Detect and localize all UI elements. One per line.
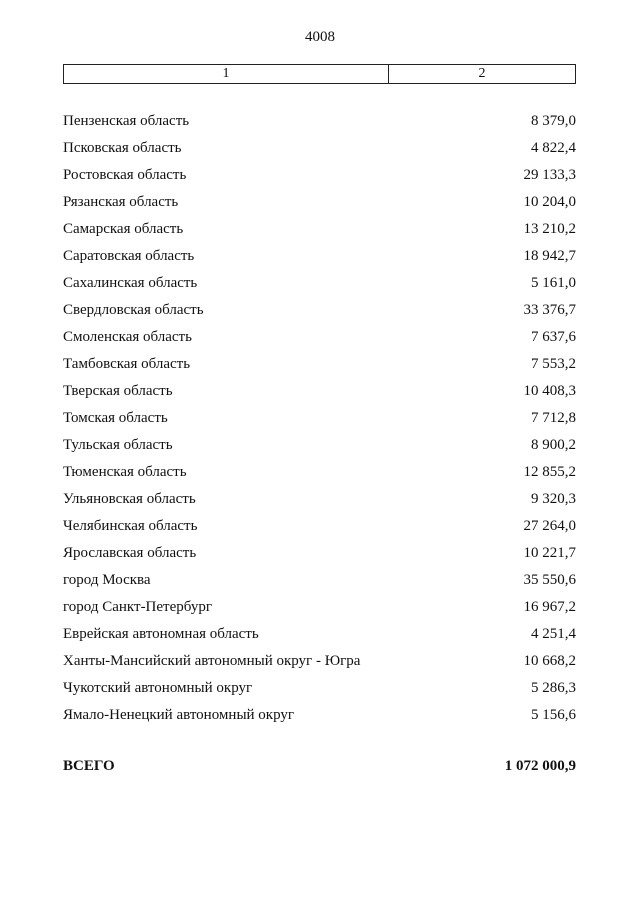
region-name: Томская область — [63, 410, 168, 426]
column-header-table — [63, 64, 576, 84]
table-row — [63, 351, 576, 378]
table-row — [63, 324, 576, 351]
region-name: Ярославская область — [63, 545, 197, 561]
table-row — [63, 297, 576, 324]
region-name: Саратовская область — [63, 248, 195, 264]
region-name: город Санкт-Петербург — [63, 599, 212, 615]
table-row — [63, 378, 576, 405]
region-name: город Москва — [63, 572, 151, 588]
region-name: Сахалинская область — [63, 275, 198, 291]
total-row — [63, 758, 576, 775]
table-row — [63, 270, 576, 297]
region-value: 5 161,0 — [531, 275, 576, 291]
region-name: Рязанская область — [63, 194, 179, 210]
region-value: 8 900,2 — [531, 437, 576, 453]
region-value: 16 967,2 — [523, 599, 576, 615]
table-row — [63, 702, 576, 729]
table-row — [63, 486, 576, 513]
region-name: Псковская область — [63, 140, 182, 156]
region-value: 7 637,6 — [531, 329, 576, 345]
region-value: 10 204,0 — [523, 194, 576, 210]
table-row — [63, 243, 576, 270]
region-value: 35 550,6 — [523, 572, 576, 588]
total-value: 1 072 000,9 — [504, 758, 576, 774]
region-value: 10 668,2 — [523, 653, 576, 669]
table-row — [63, 405, 576, 432]
region-list — [63, 108, 576, 729]
table-row — [63, 567, 576, 594]
table-row — [63, 216, 576, 243]
region-name: Тамбовская область — [63, 356, 191, 372]
region-name: Самарская область — [63, 221, 184, 237]
table-row — [63, 621, 576, 648]
region-value: 7 712,8 — [531, 410, 576, 426]
table-row — [63, 432, 576, 459]
region-value: 29 133,3 — [523, 167, 576, 183]
region-value: 5 286,3 — [531, 680, 576, 696]
table-row — [63, 648, 576, 675]
table-row — [63, 162, 576, 189]
table-row — [63, 135, 576, 162]
table-row — [63, 108, 576, 135]
region-value: 27 264,0 — [523, 518, 576, 534]
region-name: Тверская область — [63, 383, 173, 399]
column-header-2: 2 — [478, 66, 486, 81]
region-value: 5 156,6 — [531, 707, 576, 723]
table-row — [63, 459, 576, 486]
region-value: 10 408,3 — [523, 383, 576, 399]
region-value: 12 855,2 — [523, 464, 576, 480]
region-name: Ямало-Ненецкий автономный округ — [63, 707, 295, 723]
total-label: ВСЕГО — [63, 758, 115, 774]
column-header-1: 1 — [64, 65, 389, 83]
table-row — [63, 675, 576, 702]
region-value: 33 376,7 — [523, 302, 576, 318]
region-name: Ростовская область — [63, 167, 187, 183]
region-value: 4 822,4 — [531, 140, 576, 156]
region-value: 10 221,7 — [523, 545, 576, 561]
region-value: 13 210,2 — [523, 221, 576, 237]
region-name: Челябинская область — [63, 518, 198, 534]
region-name: Ханты-Мансийский автономный округ - Югра — [63, 653, 361, 669]
region-value: 7 553,2 — [531, 356, 576, 372]
region-value: 4 251,4 — [531, 626, 576, 642]
region-name: Ульяновская область — [63, 491, 196, 507]
region-value: 9 320,3 — [531, 491, 576, 507]
page-number: 4008 — [305, 29, 335, 45]
region-name: Пензенская область — [63, 113, 190, 129]
region-name: Еврейская автономная область — [63, 626, 259, 642]
region-name: Смоленская область — [63, 329, 192, 345]
table-row — [63, 540, 576, 567]
table-row — [63, 189, 576, 216]
region-name: Тюменская область — [63, 464, 187, 480]
region-name: Чукотский автономный округ — [63, 680, 253, 696]
table-row — [63, 513, 576, 540]
region-value: 8 379,0 — [531, 113, 576, 129]
region-name: Свердловская область — [63, 302, 204, 318]
table-row — [63, 594, 576, 621]
region-name: Тульская область — [63, 437, 173, 453]
region-value: 18 942,7 — [523, 248, 576, 264]
